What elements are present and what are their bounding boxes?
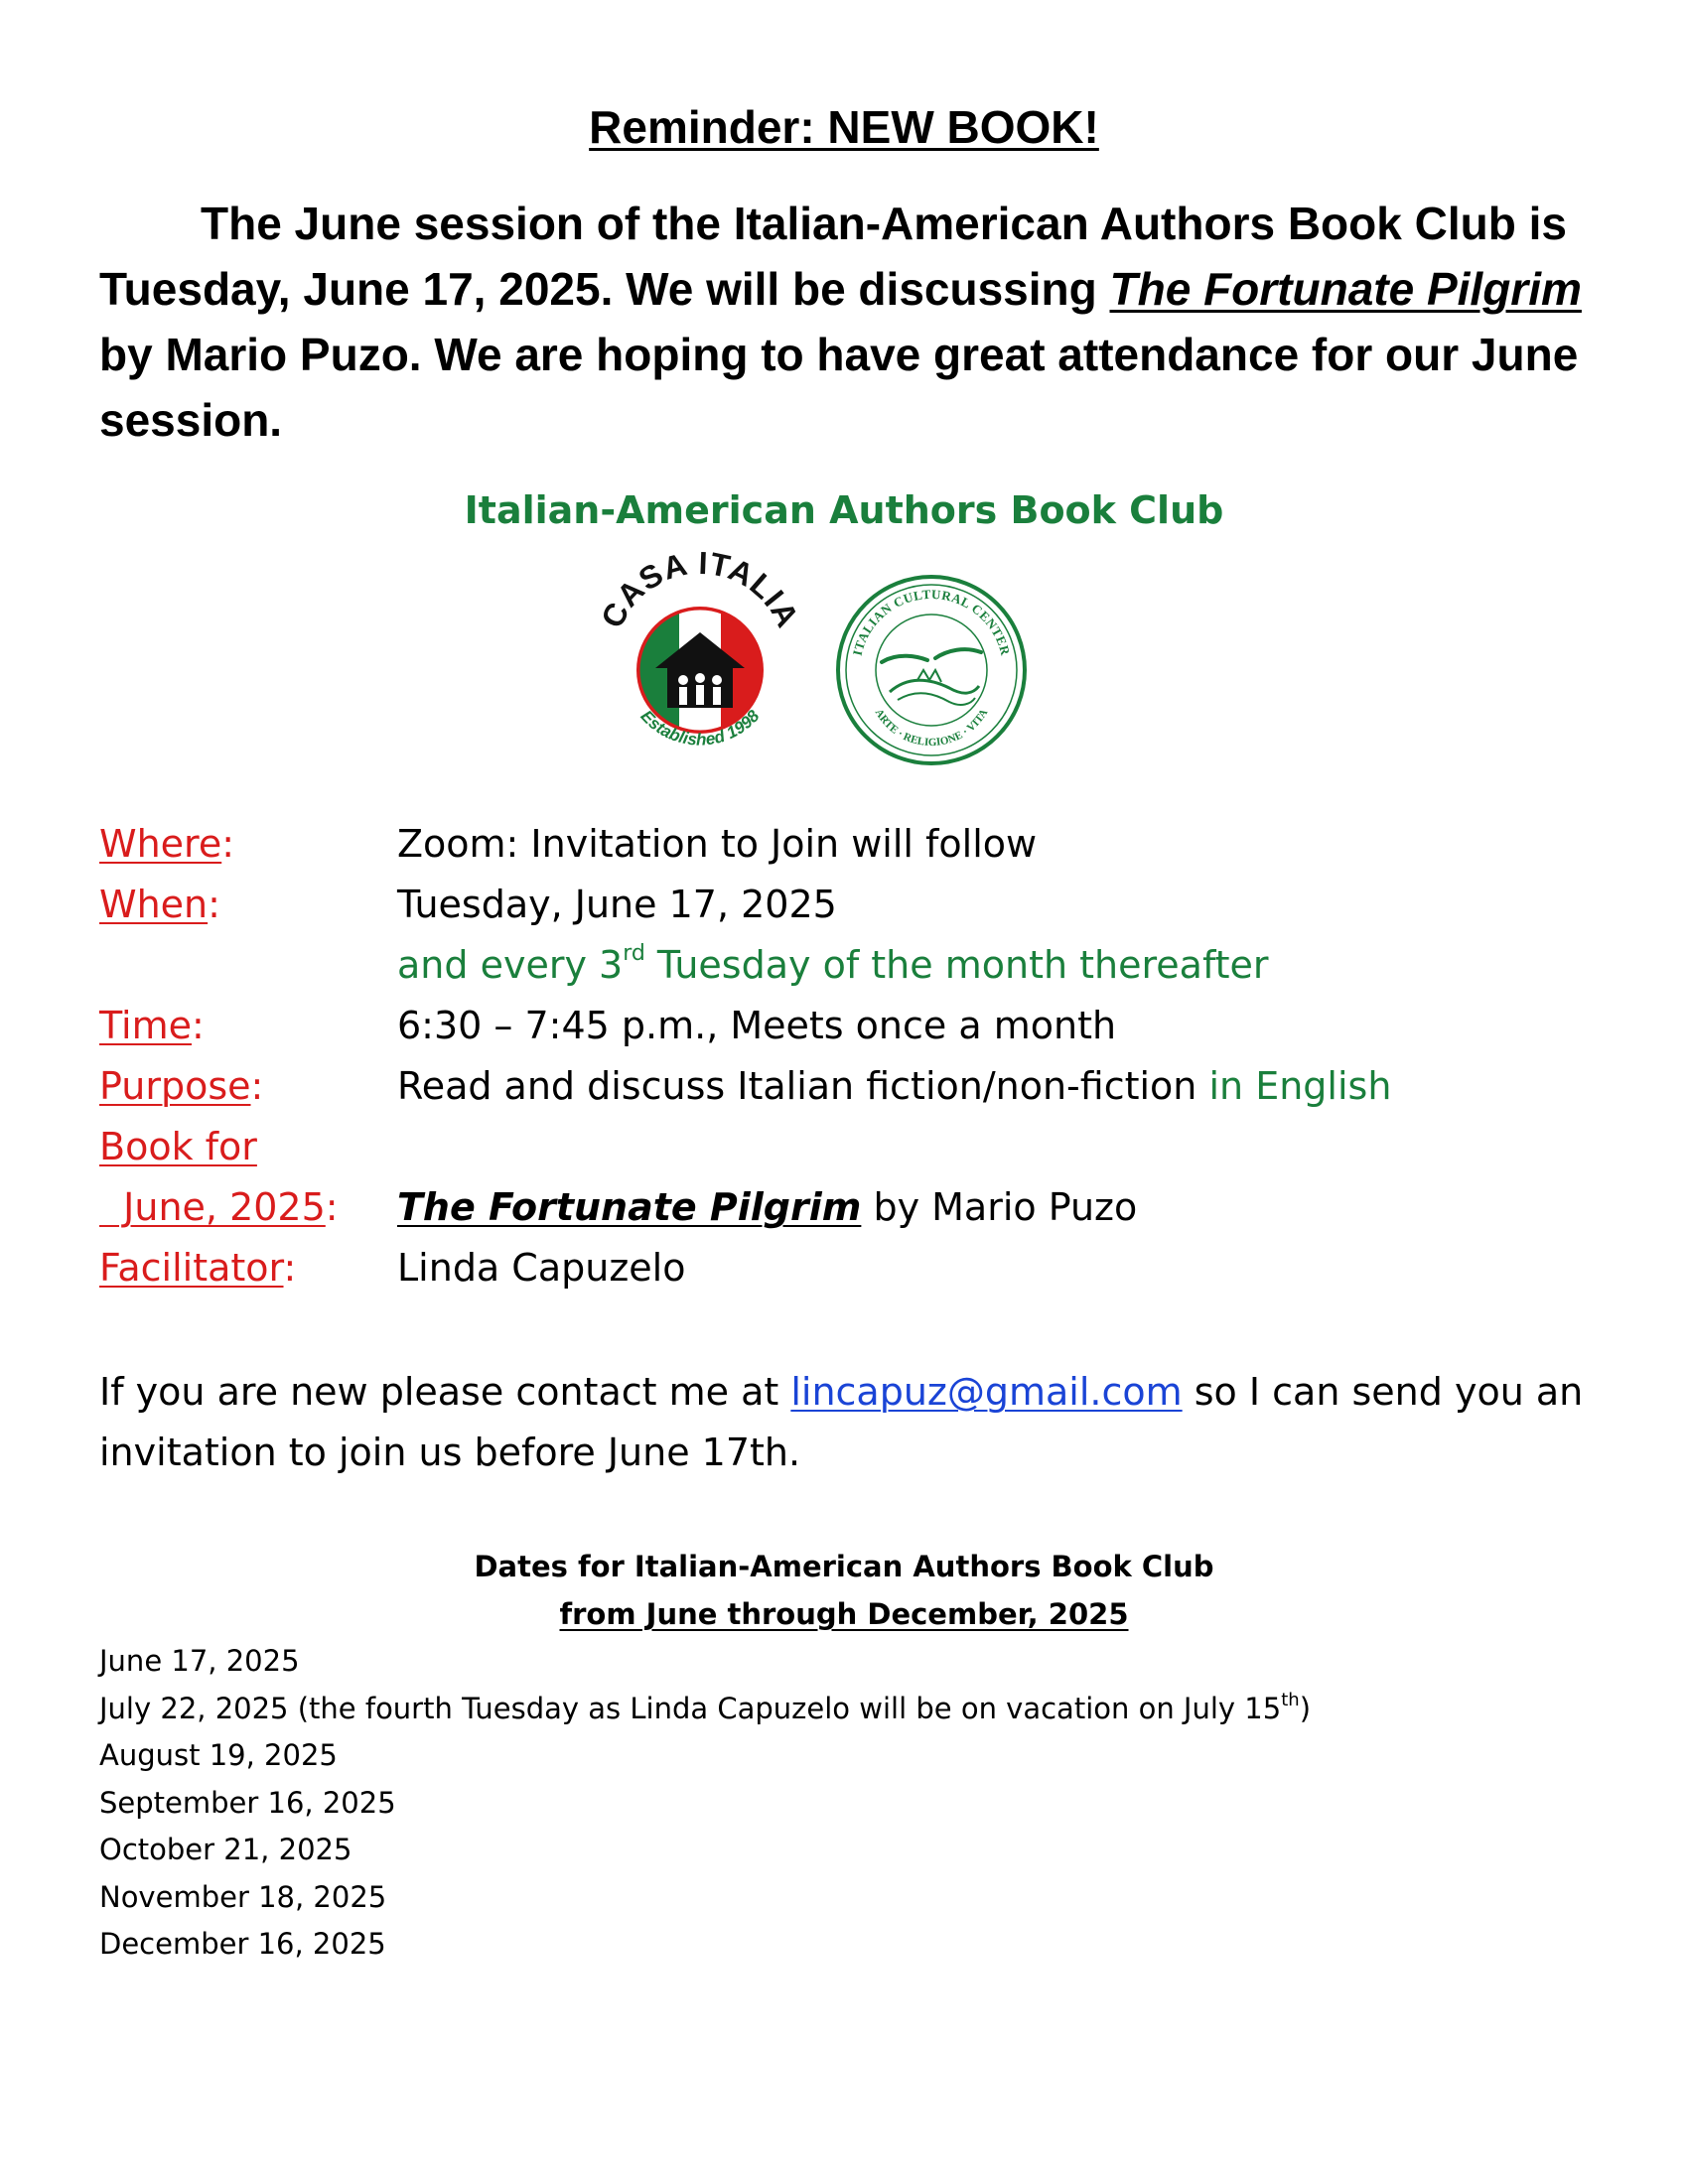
facilitator-value: Linda Capuzelo: [397, 1246, 686, 1290]
dates-heading: [0, 1543, 1688, 1638]
dates-heading-line2: from June through December, 2025: [559, 1597, 1129, 1631]
event-details: [99, 814, 1609, 1298]
date-item: September 16, 2025: [99, 1785, 396, 1820]
time-label: Time: [99, 1004, 192, 1047]
date-item: November 18, 2025: [99, 1879, 387, 1914]
date-item: July 22, 2025 (the fourth Tuesday as Linda Capuzelo will be on vacation on July 15th): [99, 1689, 1312, 1725]
date-item: October 21, 2025: [99, 1833, 352, 1866]
book-value: The Fortunate Pilgrim by Mario Puzo: [397, 1185, 1138, 1229]
date-item: June 17, 2025: [99, 1644, 300, 1678]
svg-text:ARTE · RELIGIONE · VITA: ARTE · RELIGIONE · VITA: [872, 707, 991, 750]
facilitator-row: Facilitator: Linda Capuzelo: [99, 1238, 1609, 1298]
club-title: Italian-American Authors Book Club: [464, 488, 1224, 532]
reminder-heading: Reminder: NEW BOOK!: [589, 101, 1099, 153]
book-label-line2: June, 2025: [99, 1185, 326, 1229]
casa-italia-logo: [586, 541, 814, 769]
facilitator-label: Facilitator: [99, 1246, 284, 1290]
recurrence-text: and every 3rd Tuesday of the month thereafter: [397, 941, 1269, 987]
purpose-row: Purpose: Read and discuss Italian fiction/non-fiction in English: [99, 1056, 1609, 1117]
italian-cultural-center-logo: [832, 571, 1031, 769]
date-item: August 19, 2025: [99, 1738, 338, 1772]
book-title: The Fortunate Pilgrim: [397, 1185, 862, 1229]
book-label-line1: Book for: [99, 1125, 257, 1168]
recurrence-row: [99, 935, 1609, 996]
when-row: When: Tuesday, June 17, 2025: [99, 875, 1609, 935]
when-value: Tuesday, June 17, 2025: [397, 883, 837, 926]
when-label: When: [99, 883, 209, 926]
where-label: Where: [99, 822, 222, 866]
purpose-label: Purpose: [99, 1064, 251, 1108]
contact-email-link[interactable]: lincapuz@gmail.com: [790, 1370, 1183, 1414]
intro-paragraph: The June session of the Italian-American Authors Book Club is Tuesday, June 17, 2025. We will be discussing The Fortunate Pilgrim by Mario Puzo. We are hoping to have great attendance for our June session.: [99, 198, 1582, 446]
date-item: December 16, 2025: [99, 1927, 386, 1961]
intro-book-title: The Fortunate Pilgrim: [1109, 263, 1582, 315]
where-row: Where: Zoom: Invitation to Join will follow: [99, 814, 1609, 875]
contact-paragraph: If you are new please contact me at lincapuz@gmail.com so I can send you an invitation to join us before June 17th.: [99, 1370, 1584, 1474]
svg-text:ITALIAN CULTURAL CENTER: ITALIAN CULTURAL CENTER: [849, 586, 1014, 657]
dates-list: [99, 1638, 1609, 1969]
book-label-row: [99, 1117, 1609, 1177]
time-value: 6:30 – 7:45 p.m., Meets once a month: [397, 1004, 1117, 1047]
time-row: Time: 6:30 – 7:45 p.m., Meets once a month: [99, 996, 1609, 1056]
dates-heading-line1: Dates for Italian-American Authors Book Club: [474, 1550, 1214, 1583]
svg-text:Established 1998: Established 1998: [636, 706, 764, 750]
book-row: June, 2025: The Fortunate Pilgrim by Mario Puzo: [99, 1177, 1609, 1238]
svg-text:CASA ITALIA: CASA ITALIA: [594, 544, 806, 634]
where-value: Zoom: Invitation to Join will follow: [397, 822, 1038, 866]
purpose-value: Read and discuss Italian fiction/non-fiction in English: [397, 1064, 1392, 1108]
